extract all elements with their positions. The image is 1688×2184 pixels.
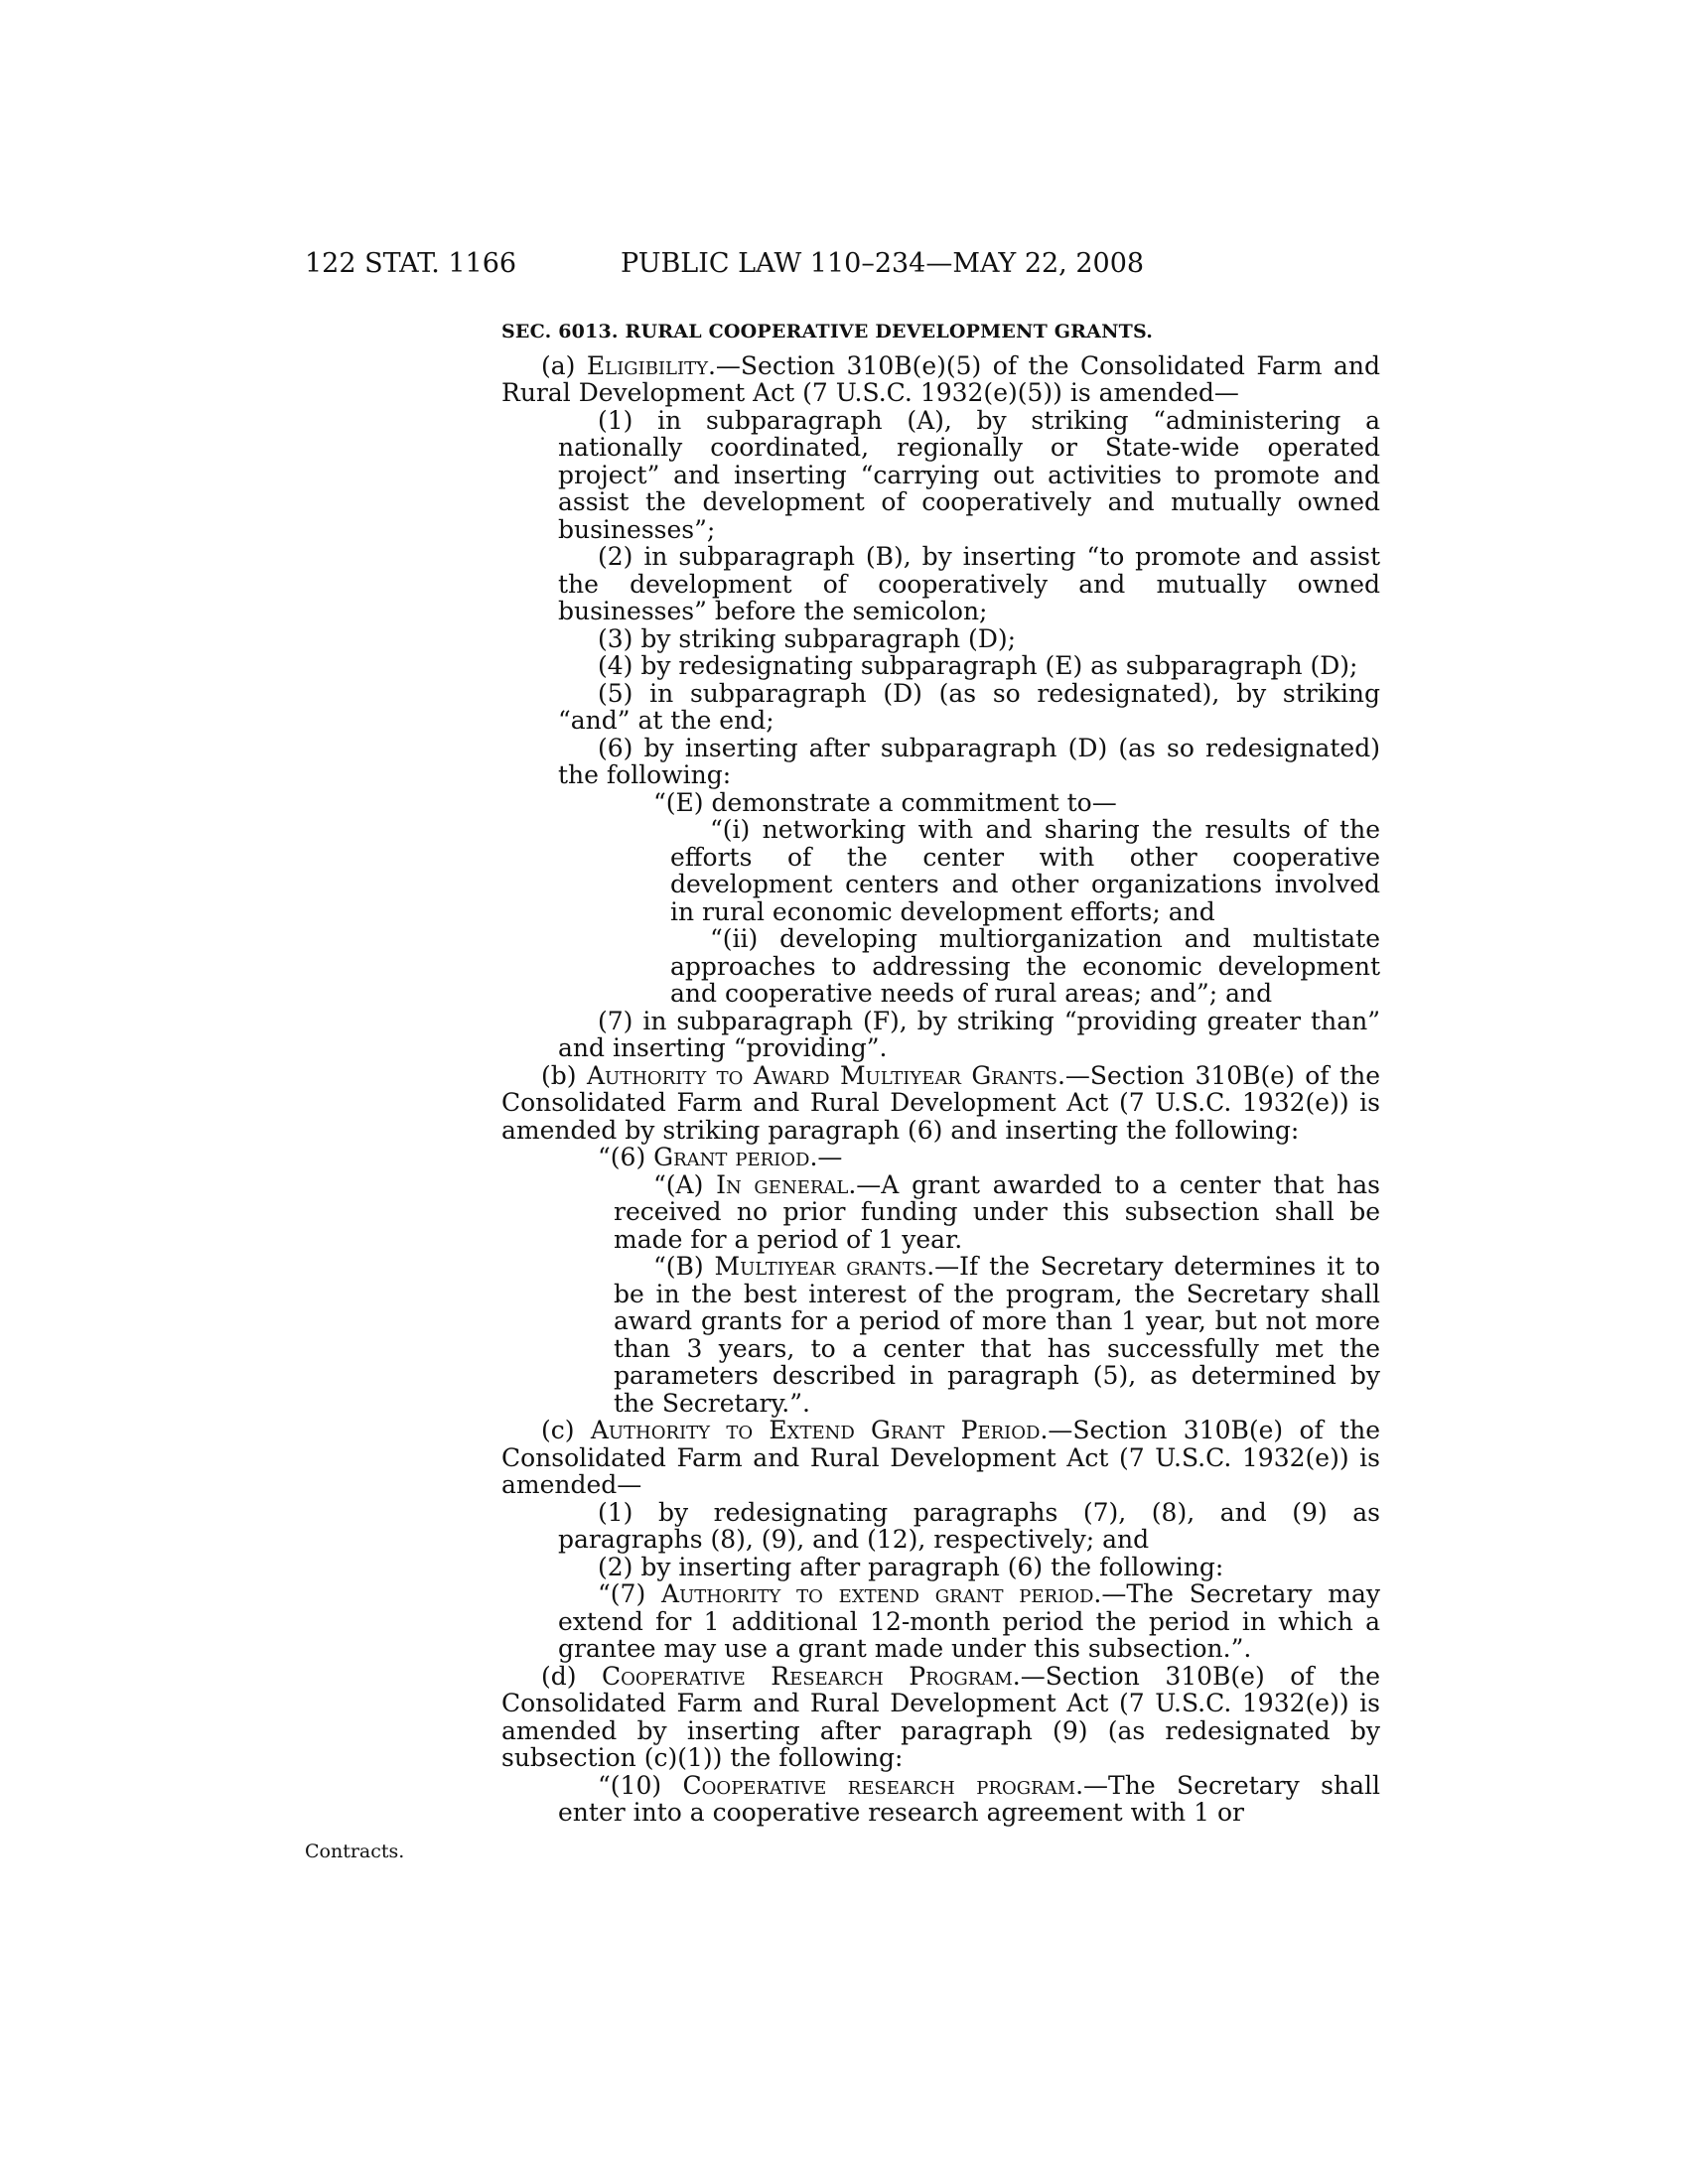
subsection-b-label: (b) (541, 1060, 577, 1090)
subsection-d (501, 1663, 1380, 1772)
subparagraph-b-text: .—If the Secretary determines it to be in the best interest of the program, the Secretary shall award grants for a period of more than 1 year, but not more than 3 years, to a center that has successfully met the parameters described in paragraph (5), as determined by the Secretary.”. (614, 1252, 1380, 1418)
subsection-a-intro: .—Section 310B(e)(5) of the Consolidated Farm and Rural Development Act (7 U.S.C. 1932(e)(5)) is amended— (501, 350, 1380, 407)
subparagraph-b-multiyear (614, 1253, 1380, 1417)
paragraph-6-title: Grant period (653, 1143, 810, 1171)
paragraph-10-title: Cooperative research program (682, 1770, 1076, 1800)
subsection-c-label: (c) (541, 1416, 575, 1444)
margin-note: Contracts. (305, 1841, 405, 1862)
subsection-c-para-2: (2) by inserting after paragraph (6) the following: (598, 1552, 1224, 1581)
paragraph-6-label: “(6) (598, 1143, 646, 1171)
subsection-d-title: Cooperative Research Program (602, 1661, 1013, 1691)
page-body (501, 319, 1380, 1827)
public-law-title: PUBLIC LAW 110–234—MAY 22, 2008 (621, 248, 1145, 279)
subparagraph-a-title: In general (716, 1169, 849, 1199)
clause-e-ii: “(ii) developing multiorganization and multistate approaches to addressing the economic development and cooperative needs of rural areas; and”; and (670, 924, 1380, 1008)
paragraph-10-text: .—The Secretary shall enter into a cooperative research agreement with 1 or (558, 1770, 1380, 1827)
subsection-d-label: (d) (541, 1661, 577, 1691)
subsection-b-intro: .—Section 310B(e) of the Consolidated Farm and Rural Development Act (7 U.S.C. 1932(e)) is amended by striking paragraph (6) and inserting the following: (501, 1060, 1380, 1145)
subsection-a (501, 352, 1380, 407)
paragraph-10-label: “(10) (598, 1770, 662, 1800)
subparagraph-a-text: .—A grant awarded to a center that has received no prior funding under this subsection shall be made for a period of 1 year. (614, 1169, 1380, 1254)
subsection-a-label: (a) (541, 350, 576, 380)
subsection-a-para-4: (4) by redesignating subparagraph (E) as subparagraph (D); (598, 651, 1358, 680)
subsection-b-title: Authority to Award Multiyear Grants (586, 1060, 1057, 1090)
subparagraph-a-label: “(A) (653, 1169, 704, 1199)
subsection-a-para-1: (1) in subparagraph (A), by striking “administering a nationally coordinated, regionally or State-wide operated project” and inserting “carrying out activities to promote and assist the development of cooperatively and mutually owned businesses”; (558, 405, 1380, 544)
paragraph-6-grant-period (558, 1144, 1380, 1171)
subsection-b (501, 1062, 1380, 1145)
subparagraph-e: “(E) demonstrate a commitment to— (653, 787, 1117, 817)
subsection-a-para-5: (5) in subparagraph (D) (as so redesignated), by striking “and” at the end; (558, 678, 1380, 735)
subparagraph-b-title: Multiyear grants (714, 1252, 927, 1281)
subparagraph-b-label: “(B) (653, 1252, 704, 1281)
paragraph-7-label: “(7) (598, 1579, 646, 1608)
subsection-c-intro: .—Section 310B(e) of the Consolidated Farm and Rural Development Act (7 U.S.C. 1932(e)) is amended— (501, 1416, 1380, 1499)
subsection-c-title: Authority to Extend Grant Period (590, 1416, 1041, 1444)
subparagraph-a-in-general (614, 1171, 1380, 1254)
paragraph-10-research (558, 1772, 1380, 1827)
stat-reference: 122 STAT. 1166 (305, 248, 517, 279)
section-heading: SEC. 6013. RURAL COOPERATIVE DEVELOPMENT GRANTS. (501, 321, 1154, 342)
paragraph-6-dash: .— (809, 1143, 843, 1171)
subsection-a-para-7: (7) in subparagraph (F), by striking “providing greater than” and inserting “providing”. (558, 1006, 1380, 1062)
subsection-a-para-2: (2) in subparagraph (B), by inserting “to promote and assist the development of cooperatively and mutually owned businesses” before the semicolon; (558, 542, 1380, 625)
subsection-a-para-6: (6) by inserting after subparagraph (D) (as so redesignated) the following: (558, 733, 1380, 789)
subsection-c (501, 1417, 1380, 1499)
subsection-a-para-3: (3) by striking subparagraph (D); (598, 623, 1017, 653)
page-header (0, 248, 1688, 288)
paragraph-7-text: .—The Secretary may extend for 1 additional 12-month period the period in which a grantee may use a grant made under this subsection.”. (558, 1579, 1381, 1663)
subsection-c-para-1: (1) by redesignating paragraphs (7), (8), and (9) as paragraphs (8), (9), and (12), respectively; and (558, 1497, 1380, 1554)
paragraph-7-extend (558, 1580, 1380, 1663)
subsection-a-title: Eligibility (586, 350, 708, 380)
clause-e-i: “(i) networking with and sharing the results of the efforts of the center with other cooperative development centers and other organizations involved in rural economic development efforts; and (670, 815, 1380, 926)
subsection-d-intro: .—Section 310B(e) of the Consolidated Farm and Rural Development Act (7 U.S.C. 1932(e)) is amended by inserting after paragraph (9) (as redesignated by subsection (c)(1)) the following: (501, 1661, 1381, 1772)
paragraph-7-title: Authority to extend grant period (661, 1579, 1094, 1608)
